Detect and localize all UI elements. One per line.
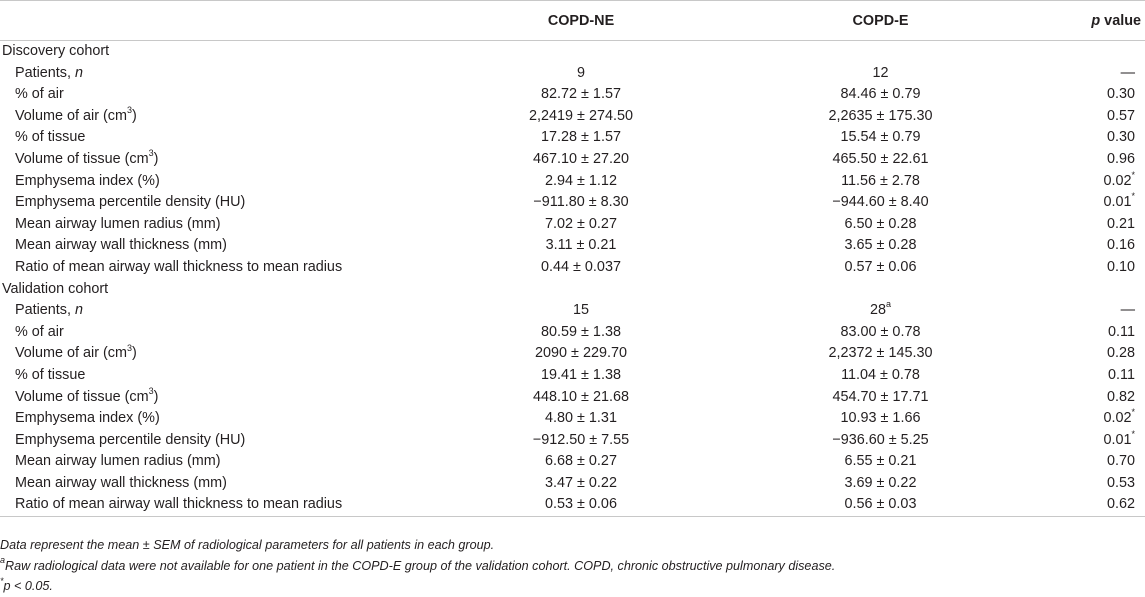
cell-copd-ne: 6.68 ± 0.27: [545, 453, 617, 470]
cell-copd-e: 12: [872, 64, 889, 81]
cell-copd-e: 15.54 ± 0.79: [840, 129, 921, 146]
table-row: [0, 300, 1145, 322]
cell-copd-ne: −911.80 ± 8.30: [533, 194, 629, 211]
row-label: Mean airway wall thickness (mm): [15, 237, 227, 254]
cell-copd-e: 465.50 ± 22.61: [832, 150, 929, 167]
cell-copd-e: −944.60 ± 8.40: [832, 194, 929, 211]
cell-p-value: 0.30: [1106, 86, 1135, 103]
row-label-text: Patients,: [15, 302, 75, 319]
cell-p-value: 0.11: [1108, 323, 1135, 340]
row-label: % of air: [15, 86, 64, 103]
footnote-a-text: Raw radiological data were not available for one patient in the COPD-E group of the validation cohort. COPD, chronic obstructive pulmonary disease.: [5, 558, 836, 573]
cell-copd-ne: 0.44 ± 0.037: [541, 258, 621, 275]
cell-copd-ne: 3.47 ± 0.22: [545, 474, 617, 491]
cell-copd-e: 11.04 ± 0.78: [841, 366, 920, 383]
section-row-validation: [0, 279, 1145, 301]
footnote-mark: a: [886, 299, 892, 310]
cell-p-value: 0.10: [1106, 258, 1135, 275]
row-label-italic: n: [75, 302, 84, 319]
cell-copd-ne: 2090 ± 229.70: [535, 345, 627, 362]
row-label: Mean airway lumen radius (mm): [15, 215, 221, 232]
p-value-text: 0.01: [1103, 194, 1132, 211]
row-label: [0, 343, 438, 365]
row-label-tail: ): [131, 107, 137, 124]
row-label-tail: ): [131, 345, 137, 362]
section-row-discovery: [0, 41, 1145, 63]
cell-p-value: 0.96: [1106, 150, 1135, 167]
row-label-italic: n: [75, 64, 84, 81]
table-header-row: [0, 1, 1145, 41]
footnote-a-mark: a: [0, 555, 6, 566]
row-label: % of tissue: [15, 129, 86, 146]
header-copd-e: COPD-E: [720, 1, 1033, 41]
table-row: [0, 257, 1145, 279]
cell-copd-ne: 2.94 ± 1.12: [545, 172, 617, 189]
significance-mark: *: [1131, 169, 1135, 180]
cell-p-value: [1033, 430, 1145, 452]
cell-copd-e: 11.56 ± 2.78: [841, 172, 920, 189]
cell-p-value: 0.53: [1106, 474, 1135, 491]
cell-copd-e: −936.60 ± 5.25: [832, 431, 929, 448]
header-p-rest: value: [1100, 12, 1141, 29]
cell-p-value: 0.57: [1106, 107, 1135, 124]
p-value-text: 0.02: [1103, 410, 1132, 427]
cell-copd-e: 84.46 ± 0.79: [840, 86, 921, 103]
cell-p-value: 0.62: [1033, 494, 1145, 516]
table-row: [0, 171, 1145, 193]
row-label: Mean airway wall thickness (mm): [15, 474, 227, 491]
table-row: [0, 84, 1145, 106]
cell-copd-e: 0.56 ± 0.03: [720, 494, 1033, 516]
cell-copd-ne: 7.02 ± 0.27: [545, 215, 617, 232]
footnote-a: [0, 556, 1145, 577]
cell-copd-ne: 19.41 ± 1.38: [541, 366, 621, 383]
row-label: [0, 149, 438, 171]
table-row: [0, 127, 1145, 149]
table-row: [0, 387, 1145, 409]
cell-p-value: [1033, 192, 1145, 214]
row-label-text: Volume of air (cm: [15, 345, 127, 362]
cell-copd-e: 454.70 ± 17.71: [832, 388, 929, 405]
row-label: Emphysema index (%): [15, 410, 160, 427]
footnote-significance-text: p < 0.05.: [3, 579, 53, 594]
header-label-column: [0, 1, 438, 41]
cell-copd-ne: 448.10 ± 21.68: [533, 388, 629, 405]
table-row: [0, 214, 1145, 236]
table-row: [0, 365, 1145, 387]
table-footnotes: [0, 535, 1145, 597]
table-row: [0, 494, 1145, 516]
table-row: [0, 63, 1145, 85]
cell-p-value: 0.82: [1106, 388, 1135, 405]
table-row: [0, 408, 1145, 430]
cell-copd-e: 3.69 ± 0.22: [844, 474, 917, 491]
cell-copd-e: 2,2635 ± 175.30: [828, 107, 933, 124]
cell-copd-ne: 80.59 ± 1.38: [541, 323, 621, 340]
significance-mark: *: [1131, 191, 1135, 202]
row-label: % of air: [15, 323, 64, 340]
cell-p-value: 0.11: [1108, 366, 1135, 383]
row-label: [0, 300, 438, 322]
cell-copd-e: [720, 300, 1033, 322]
row-label-tail: ): [153, 388, 159, 405]
row-label-text: Patients,: [15, 64, 75, 81]
cell-p-value: [1033, 171, 1145, 193]
table-row: [0, 322, 1145, 344]
cell-copd-ne: 17.28 ± 1.57: [541, 129, 621, 146]
cell-p-value: [1033, 408, 1145, 430]
cell-copd-e: 6.50 ± 0.28: [844, 215, 917, 232]
row-label-tail: ): [153, 150, 159, 167]
p-value-text: 0.02: [1103, 172, 1132, 189]
cell-copd-ne: 0.53 ± 0.06: [438, 494, 720, 516]
cell-copd-ne: 15: [572, 302, 589, 319]
cell-p-value: 0.30: [1106, 129, 1135, 146]
table-row: [0, 430, 1145, 452]
cell-copd-e: 10.93 ± 1.66: [840, 410, 921, 427]
row-label-text: Volume of air (cm: [15, 107, 127, 124]
table-row: [0, 192, 1145, 214]
section-title-validation: Validation cohort: [2, 280, 109, 297]
row-label: Emphysema index (%): [15, 172, 160, 189]
cell-copd-ne: 9: [576, 64, 585, 81]
table-row: [0, 106, 1145, 128]
row-label-sup: 3: [148, 385, 154, 396]
row-label: [0, 387, 438, 409]
table-row: [0, 343, 1145, 365]
cell-p-value: 0.16: [1106, 237, 1135, 254]
table-row: [0, 235, 1145, 257]
cell-value-text: 28: [869, 302, 886, 319]
table-row: [0, 473, 1145, 495]
cell-copd-e: 83.00 ± 0.78: [840, 323, 921, 340]
cell-copd-ne: 3.11 ± 0.21: [545, 237, 617, 254]
table-row: [0, 451, 1145, 473]
cell-copd-ne: 82.72 ± 1.57: [541, 86, 621, 103]
cell-copd-e: 0.57 ± 0.06: [844, 258, 917, 275]
table-row: [0, 149, 1145, 171]
row-label: [0, 63, 438, 85]
row-label: [0, 106, 438, 128]
p-value-text: 0.01: [1103, 431, 1132, 448]
significance-mark: *: [1131, 407, 1135, 418]
row-label-text: Volume of tissue (cm: [15, 388, 149, 405]
row-label: Ratio of mean airway wall thickness to mean radius: [0, 494, 438, 516]
cell-p-value: 0.70: [1106, 453, 1135, 470]
cell-p-value: —: [1120, 64, 1135, 81]
significance-mark: *: [1131, 428, 1135, 439]
row-label: % of tissue: [15, 366, 86, 383]
cell-p-value: 0.28: [1106, 345, 1135, 362]
header-p-italic: p: [1091, 12, 1101, 29]
row-label: Emphysema percentile density (HU): [15, 194, 246, 211]
footnote-significance-mark: *: [0, 576, 4, 586]
cell-p-value: —: [1120, 302, 1135, 319]
cell-copd-e: 2,2372 ± 145.30: [828, 345, 933, 362]
header-p-value: [1033, 1, 1145, 41]
cell-copd-ne: 4.80 ± 1.31: [545, 410, 617, 427]
cell-copd-ne: 2,2419 ± 274.50: [529, 107, 633, 124]
cell-copd-e: 6.55 ± 0.21: [844, 453, 917, 470]
cell-copd-ne: 467.10 ± 27.20: [533, 150, 629, 167]
footnote-summary: Data represent the mean ± SEM of radiological parameters for all patients in each group.: [0, 538, 495, 552]
row-label: Ratio of mean airway wall thickness to mean radius: [15, 258, 343, 275]
cell-copd-e: 3.65 ± 0.28: [844, 237, 917, 254]
row-label-text: Volume of tissue (cm: [15, 150, 149, 167]
cell-p-value: 0.21: [1106, 215, 1135, 232]
section-title-discovery: Discovery cohort: [2, 43, 110, 59]
header-copd-ne: COPD-NE: [438, 1, 720, 41]
row-label: Mean airway lumen radius (mm): [15, 453, 221, 470]
cell-copd-ne: −912.50 ± 7.55: [532, 431, 630, 448]
row-label-sup: 3: [126, 342, 132, 353]
row-label: Emphysema percentile density (HU): [15, 431, 246, 448]
row-label-sup: 3: [148, 148, 154, 159]
row-label-sup: 3: [126, 104, 132, 115]
